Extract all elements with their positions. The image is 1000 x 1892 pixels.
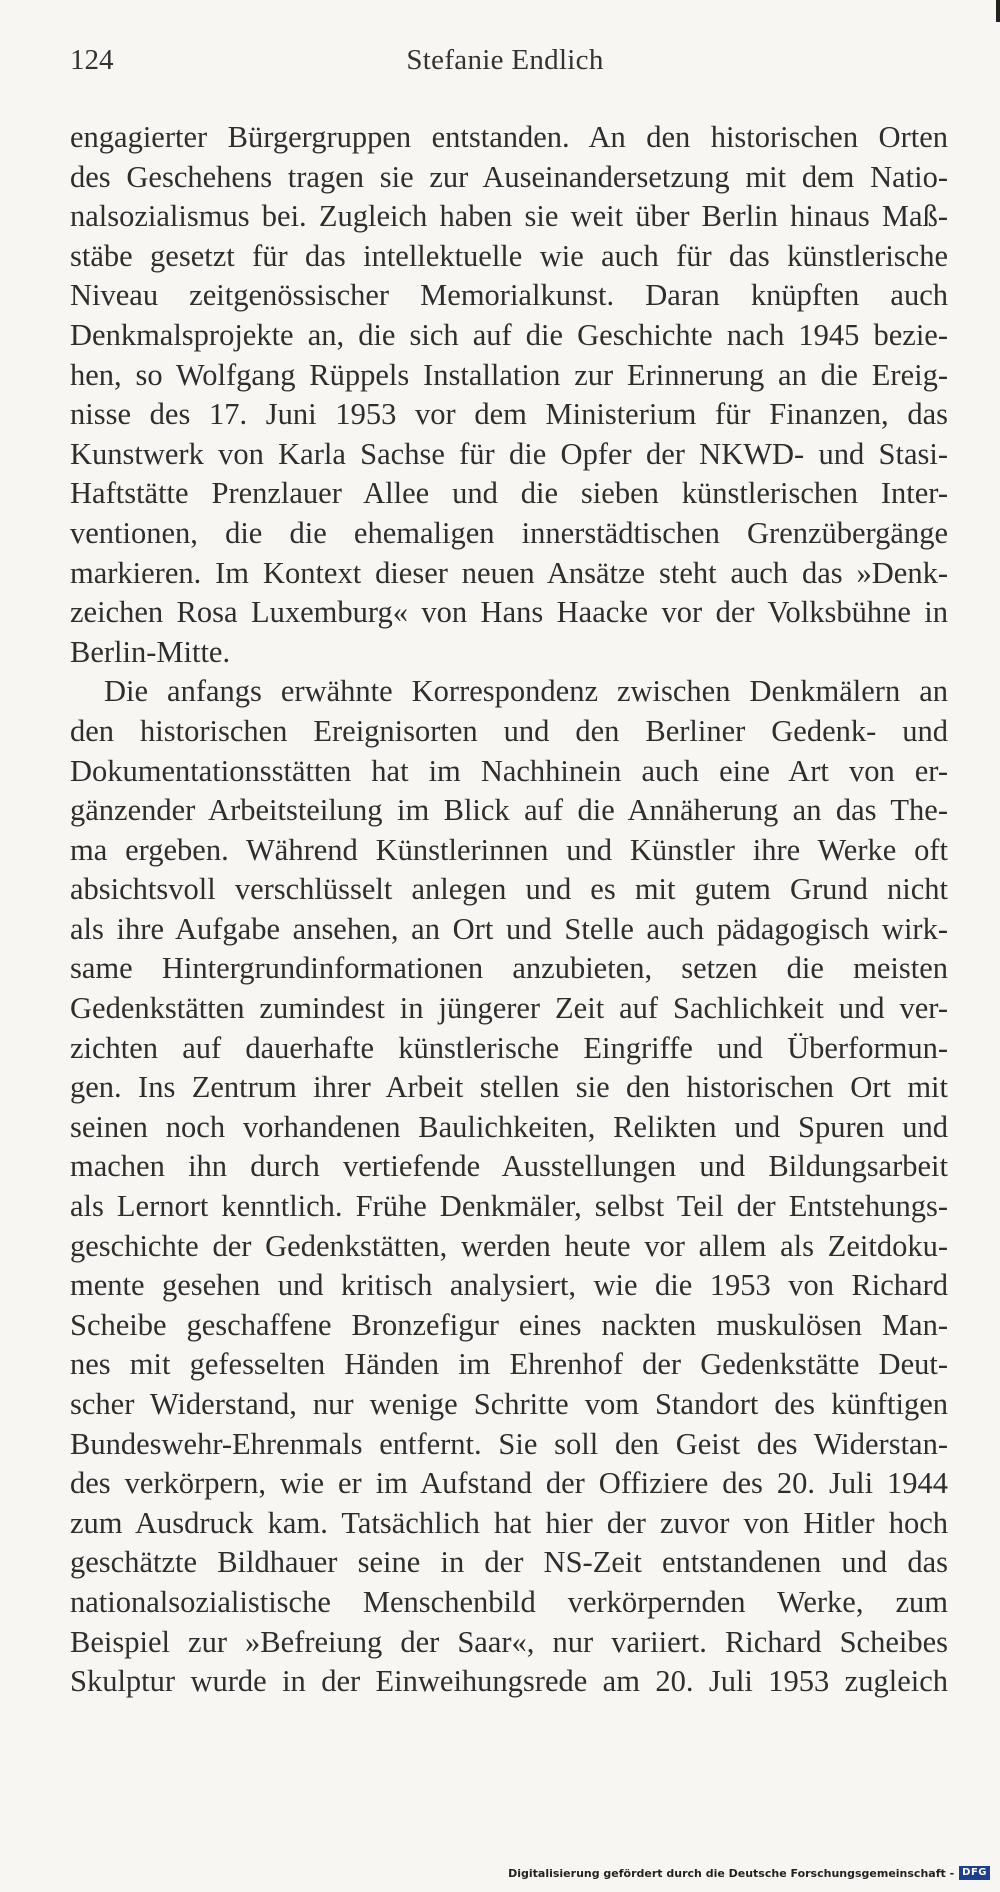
text-line: Denkmalsprojekte an, die sich auf die Geschichte nach 1945 bezie- xyxy=(70,317,948,352)
text-line: gen. Ins Zentrum ihrer Arbeit stellen sie den historischen Ort mit xyxy=(70,1070,948,1105)
body-text xyxy=(70,118,948,1702)
text-line: scher Widerstand, nur wenige Schritte vom Standort des künftigen xyxy=(70,1387,948,1421)
text-line: machen ihn durch vertiefende Ausstellungen und Bildungsarbeit xyxy=(70,1149,948,1184)
paragraph xyxy=(70,118,948,672)
text-line: zum Ausdruck kam. Tatsächlich hat hier der zuvor von Hitler hoch xyxy=(70,1505,948,1540)
digitization-credit-text: Digitalisierung gefördert durch die Deutsche Forschungsgemeinschaft - xyxy=(508,1866,955,1880)
text-line: Gedenkstätten zumindest in jüngerer Zeit auf Sachlichkeit und ver- xyxy=(70,991,948,1026)
text-line: den historischen Ereignisorten und den Berliner Gedenk- und xyxy=(70,713,948,748)
text-line: Berlin-Mitte. xyxy=(70,634,231,669)
text-line: Beispiel zur »Befreiung der Saar«, nur variiert. Richard Scheibes xyxy=(70,1624,948,1659)
text-line: Skulptur wurde in der Einweihungsrede am 20. Juli 1953 zugleich xyxy=(70,1664,948,1699)
text-line: geschätzte Bildhauer seine in der NS-Zeit entstandenen und das xyxy=(70,1545,948,1580)
text-line: nalsozialismus bei. Zugleich haben sie weit über Berlin hinaus Maß- xyxy=(70,199,948,234)
text-line: gänzender Arbeitsteilung im Blick auf die Annäherung an das The- xyxy=(70,793,948,828)
running-head-author: Stefanie Endlich xyxy=(406,44,604,76)
page-number: 124 xyxy=(70,44,114,76)
text-line: Scheibe geschaffene Bronzefigur eines nackten muskulösen Man- xyxy=(70,1307,948,1342)
text-line: Dokumentationsstätten hat im Nachhinein auch eine Art von er- xyxy=(70,753,948,788)
text-line: same Hintergrundinformationen anzubieten, setzen die meisten xyxy=(70,951,948,986)
text-line: zeichen Rosa Luxemburg« von Hans Haacke vor der Volksbühne in xyxy=(70,595,948,630)
text-line: nationalsozialistische Menschenbild verkörpernden Werke, zum xyxy=(70,1584,948,1619)
text-line: mente gesehen und kritisch analysiert, wie die 1953 von Richard xyxy=(70,1268,948,1303)
text-line: als Lernort kenntlich. Frühe Denkmäler, selbst Teil der Entstehungs- xyxy=(70,1189,948,1224)
text-line: absichtsvoll verschlüsselt anlegen und es mit gutem Grund nicht xyxy=(70,872,948,907)
text-line: Niveau zeitgenössischer Memorialkunst. Daran knüpften auch xyxy=(70,278,948,313)
text-line: hen, so Wolfgang Rüppels Installation zur Erinnerung an die Ereig- xyxy=(70,357,948,392)
dfg-logo: DFG xyxy=(959,1866,990,1880)
text-line: engagierter Bürgergruppen entstanden. An den historischen Orten xyxy=(70,120,948,154)
paragraph xyxy=(70,672,948,1701)
text-line: stäbe gesetzt für das intellektuelle wie auch für das künstlerische xyxy=(70,238,948,273)
text-line: Haftstätte Prenzlauer Allee und die sieben künstlerischen Inter- xyxy=(70,476,948,511)
text-line: des Geschehens tragen sie zur Auseinandersetzung mit dem Natio- xyxy=(70,159,948,194)
text-line: geschichte der Gedenkstätten, werden heute vor allem als Zeitdoku- xyxy=(70,1228,948,1263)
text-line: Die anfangs erwähnte Korrespondenz zwischen Denkmälern an xyxy=(104,674,948,709)
digitization-credit xyxy=(508,1866,990,1880)
scan-edge-mark xyxy=(996,0,1000,22)
text-line: markieren. Im Kontext dieser neuen Ansätze steht auch das »Denk- xyxy=(70,555,948,590)
text-line: als ihre Aufgabe ansehen, an Ort und Stelle auch pädagogisch wirk- xyxy=(70,911,948,946)
text-line: Bundeswehr-Ehrenmals entfernt. Sie soll den Geist des Widerstan- xyxy=(70,1426,948,1461)
text-line: Kunstwerk von Karla Sachse für die Opfer der NKWD- und Stasi- xyxy=(70,436,948,471)
text-line: ma ergeben. Während Künstlerinnen und Künstler ihre Werke oft xyxy=(70,832,948,867)
text-line: des verkörpern, wie er im Aufstand der Offiziere des 20. Juli 1944 xyxy=(70,1466,948,1501)
text-line: nes mit gefesselten Händen im Ehrenhof der Gedenkstätte Deut- xyxy=(70,1347,948,1382)
text-line: seinen noch vorhandenen Baulichkeiten, Relikten und Spuren und xyxy=(70,1109,948,1144)
text-line: nisse des 17. Juni 1953 vor dem Ministerium für Finanzen, das xyxy=(70,397,948,432)
text-line: zichten auf dauerhafte künstlerische Eingriffe und Überformun- xyxy=(70,1030,948,1065)
text-line: ventionen, die die ehemaligen innerstädtischen Grenzübergänge xyxy=(70,515,948,550)
